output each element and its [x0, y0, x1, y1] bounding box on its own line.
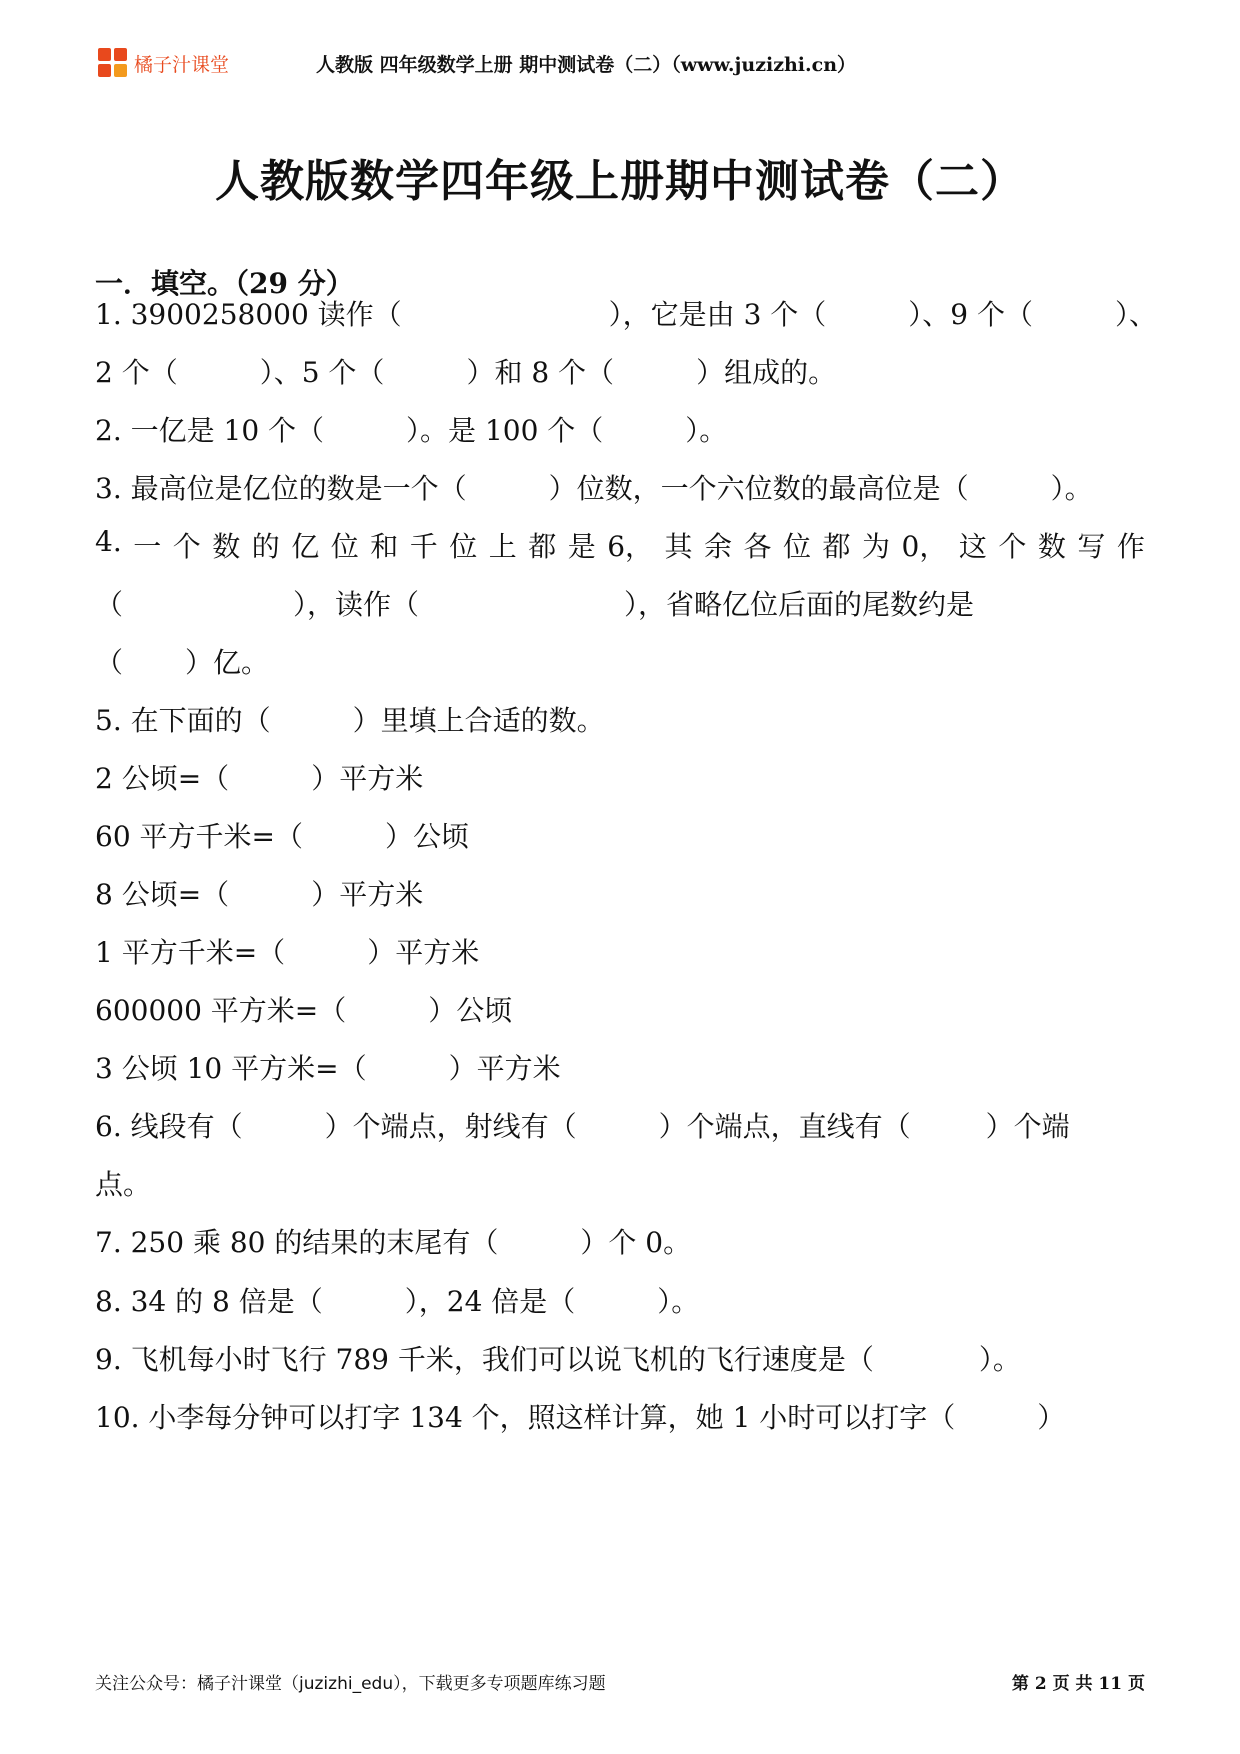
page-header [98, 40, 1148, 84]
question-5: 5. 在下面的（ ）里填上合适的数。 [95, 704, 605, 737]
question-3: 3. 最高位是亿位的数是一个（ ）位数，一个六位数的最高位是（ ）。 [95, 472, 1093, 505]
q4-word: 各 [743, 530, 772, 563]
q4-word: 这 [958, 530, 987, 563]
q4-word: 和 [370, 530, 399, 563]
q4-word: 0， [901, 530, 948, 563]
question-9: 9. 飞机每小时飞行 789 千米，我们可以说飞机的飞行速度是（ ）。 [95, 1343, 1021, 1376]
unit-conversion-item: 8 公顷=（ ）平方米 [95, 878, 424, 911]
q4-word: 都 [822, 530, 851, 563]
question-6-line-2: 点。 [95, 1168, 152, 1201]
question-4-line-1 [95, 525, 1145, 565]
question-4-line-3: （ ）亿。 [95, 646, 270, 679]
unit-conversion-item: 60 平方千米=（ ）公顷 [95, 820, 470, 853]
q4-word: 上 [488, 530, 517, 563]
q4-word: 为 [862, 530, 891, 563]
unit-conversion-item: 600000 平方米=（ ）公顷 [95, 994, 513, 1027]
q4-word: 位 [330, 530, 359, 563]
unit-conversion-item: 2 公顷=（ ）平方米 [95, 762, 424, 795]
q4-word: 写 [1077, 530, 1106, 563]
q4-word: 数 [1037, 530, 1066, 563]
question-10: 10. 小李每分钟可以打字 134 个，照这样计算，她 1 小时可以打字（ ） [95, 1401, 1066, 1434]
q4-word: 6， [607, 530, 654, 563]
q4-word: 一 [133, 530, 162, 563]
question-1-line-1: 1. 3900258000 读作（ ），它是由 3 个（ ）、9 个（ ）、 [95, 298, 1158, 331]
header-title: 人教版 四年级数学上册 期中测试卷（二）（www.juzizhi.cn） [316, 54, 857, 76]
document-title: 人教版数学四年级上册期中测试卷（二） [215, 156, 1025, 207]
brand-logo [98, 48, 229, 78]
logo-text: 橘子汁课堂 [134, 53, 230, 76]
unit-conversion-item: 3 公顷 10 平方米=（ ）平方米 [95, 1052, 561, 1085]
q4-word: 数 [212, 530, 241, 563]
page-number: 第 2 页 共 11 页 [1011, 1674, 1145, 1694]
section-title: 一．填空。（29 分） [95, 267, 354, 300]
q4-word: 千 [409, 530, 438, 563]
q4-word: 是 [567, 530, 596, 563]
q4-word: 个 [998, 530, 1027, 563]
question-2: 2. 一亿是 10 个（ ）。是 100 个（ ）。 [95, 414, 728, 447]
q4-word: 位 [449, 530, 478, 563]
question-7: 7. 250 乘 80 的结果的末尾有（ ）个 0。 [95, 1226, 692, 1259]
q4-word: 位 [783, 530, 812, 563]
q4-word: 4. [95, 525, 122, 558]
question-8: 8. 34 的 8 倍是（ ），24 倍是（ ）。 [95, 1285, 700, 1318]
q4-word: 作 [1116, 530, 1145, 563]
footer-note: 关注公众号：橘子汁课堂（juzizhi_edu），下载更多专项题库练习题 [95, 1674, 606, 1694]
q4-word: 其 [664, 530, 693, 563]
question-1-line-2: 2 个（ ）、5 个（ ）和 8 个（ ）组成的。 [95, 356, 837, 389]
logo-icon [98, 48, 128, 78]
q4-word: 个 [172, 530, 201, 563]
q4-word: 都 [528, 530, 557, 563]
unit-conversion-item: 1 平方千米=（ ）平方米 [95, 936, 480, 969]
question-6-line-1: 6. 线段有（ ）个端点，射线有（ ）个端点，直线有（ ）个端 [95, 1110, 1070, 1143]
question-4-line-2: （ ），读作（ ），省略亿位后面的尾数约是 [95, 588, 975, 621]
q4-word: 的 [251, 530, 280, 563]
q4-word: 余 [704, 530, 733, 563]
q4-word: 亿 [291, 530, 320, 563]
